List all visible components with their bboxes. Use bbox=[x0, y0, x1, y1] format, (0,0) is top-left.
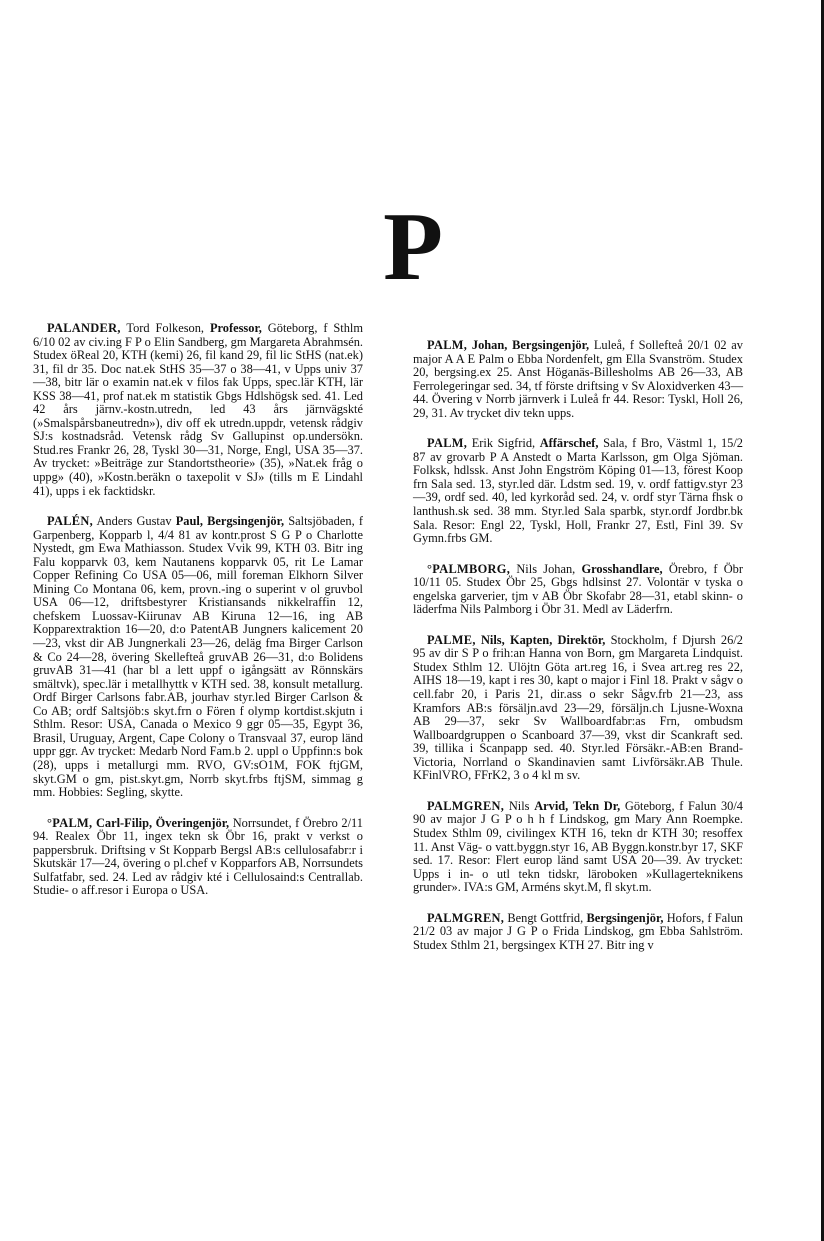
entry-body: Hofors, f Falun 21/2 03 av major J G P o Frida Lindskog, gm Ebba Sahlström. Studex Sthlm 21, bergsingex KTH 27. Bitr ing v bbox=[413, 910, 743, 952]
right-column bbox=[413, 339, 743, 969]
entry-given-names: Anders Gustav bbox=[96, 514, 172, 529]
entry-given-names: Erik Sigfrid, bbox=[471, 436, 536, 451]
entry-body: Örebro, f Öbr 10/11 05. Studex Öbr 25, Gbgs hdlsinst 27. Volontär v tyska o engelska garverier, tjm v AB Öbr Skofabr 28—31, etabl skinn- o läderfma Nils Palmborg i Öbr 31. Medl av Läderfrn. bbox=[413, 561, 743, 617]
left-column bbox=[33, 322, 363, 915]
entry-given-names: Tord Folkeson, bbox=[126, 321, 205, 335]
entry-palmborg bbox=[413, 563, 743, 617]
entry-given-names: Nils, bbox=[480, 632, 505, 647]
entry-title: Överingenjör, bbox=[155, 815, 230, 830]
entry-palm-johan bbox=[413, 339, 743, 420]
entry-body: Luleå, f Sollefteå 20/1 02 av major A A E Palm o Ebba Nordenfelt, gm Ella Svanström. Studex 20, bergsing.ex 25. Anst Höganäs-Billesholms AB 26—33, AB Ferrolegeringar sed. 34, tf förste driftsing v Sv Aloxidverken 43—44. Övering v Norrb järnverk i Luleå fr 44. Resor: Tyskl, Holl 26, 29, 31. Av trycket div tekn upps. bbox=[413, 338, 743, 420]
entry-palme bbox=[413, 634, 743, 783]
entry-surname: PALM, bbox=[427, 436, 468, 451]
entry-given-names: Johan, bbox=[471, 338, 508, 352]
entry-palander bbox=[33, 322, 363, 498]
section-letter: P bbox=[383, 193, 443, 301]
entry-title: Grosshandlare, bbox=[581, 561, 663, 576]
entry-given-names: Nils bbox=[508, 798, 530, 813]
entry-surname: PALANDER, bbox=[47, 321, 121, 335]
entry-palm-carl-filip bbox=[33, 817, 363, 898]
entry-body: Stockholm, f Djursh 26/2 95 av dir S P o frih:an Hanna von Born, gm Margareta Lindquist. Studex Sthlm 12. Ulöjtn Göta art.reg 16, i Svea art.reg res 22, AIHS 18—19, kapt i res 30, kapt o major i Finl 18. Prakt v sågv o cell.fabr 20, i Paris 21, dir.ass o sekr Sågv.frb 21—23, ass Kramfors AB:s försäljn.avd 23—29, försäljn.ch Ljusne-Woxna AB 29—37, sekr Sv Wallboardfabr:as Frn, ombudsm Wallboardgruppen o Scanboard 37—39, vkst dir Scankraft sed. 39, tillika i Scanpapp sed. 40. Styr.led Försäkr.-AB:en Brand-Victoria, Norrland o Skandinavien samt Livförsäkr.AB Thule. KFinlVRO, FFrK2, 3 o 4 kl m sv. bbox=[413, 632, 743, 783]
entry-given-names: Bengt Gottfrid, bbox=[507, 910, 584, 925]
entry-title: Bergsingenjör, bbox=[586, 910, 664, 925]
entry-surname: PALÉN, bbox=[47, 514, 93, 529]
entry-palmgren-bengt bbox=[413, 912, 743, 953]
entry-surname: PALMGREN, bbox=[427, 910, 505, 925]
entry-body: Göteborg, f Sthlm 6/10 02 av civ.ing F P o Elin Sandberg, gm Margareta Abrahmsén. Studex öReal 20, KTH (kemi) 26, fil kand 29, fil lic StHS (nat.ek) 31, fil dr 35. Doc nat.ek StHS 35—37 o 38—41, v Upps univ 37—38, bitr lär o examin nat.ek v filos fak Upps, spec.lär KTH, lär KSS 38—41, prof nat.ek m statistik Gbgs Hdlshögsk sed. 41. Led 42 års järnv.-kostn.utredn, led 43 års järnvägskté (»Smalspårsbaneutredn»), div off ek utredn.uppdr, vetensk rådgiv SJ:s kostnadsråd. Vetensk rådg Sv Gallupinst op.undersökn. Stud.res Frankr 26, 28, Tyskl 30—31, Norge, Engl, USA 35—37. Av trycket: »Beiträge zur Standortstheorie» (35), »Nat.ek fråg o uppg» (40), »Kostn.beräkn o taxepolit v SJ» (tills m E Lindahl 41), upps i ek facktidskr. bbox=[33, 321, 363, 498]
entry-title: Paul, Bergsingenjör, bbox=[175, 514, 285, 529]
entry-body: Göteborg, f Falun 30/4 90 av major J G P o h h f Lindskog, gm Mary Ann Roempke. Studex Sthlm 09, civilingex KTH 16, tekn dr KTH 30; resoffex 11. Anst Väg- o vatt.byggn.styr 16, AB Byggn.konstr.byr 17, SKF sed. 17. Resor: Flert europ länd samt USA 20—39. Av trycket: Upps i in- o utl tekn tidskr, läroboken »Kullagerteknikens grunder». IVA:s GM, Arméns skyt.M, fl skyt.m. bbox=[413, 798, 743, 895]
entry-title: Kapten, Direktör, bbox=[509, 632, 606, 647]
entry-body: Norrsundet, f Örebro 2/11 94. Realex Öbr 11, ingex tekn sk Öbr 16, prakt v verkst o pappersbruk. Driftsing v St Kopparb Bergsl AB:s cellulosafabr:r i Skutskär 17—24, övering o pl.chef v Kopparfors AB, Norrsundets Sulfatfabr, sed. 24. Led av rådgiv kté i Cellulosaind:s Centrallab. Studie- o aff.resor i Europa o USA. bbox=[33, 815, 363, 898]
entry-body: Sala, f Bro, Västml 1, 15/2 87 av grovarb P A Anstedt o Marta Karlsson, gm Olga Sjöman. Folksk, hdlssk. Anst John Engström Köping 01—13, förest Koop frn Sala sed. 13, styr.led där. Ldstm sed. 19, v. ordf fattigv.styr 23—39, ordf sed. 40, led kyrkoråd sed. 24, v. ordf styr Tärna fhsk o lanthush.sk sed. 38 mm. Styr.led Sala sparbk, styr.ordf Jordbr.bk Sala. Resor: Engl 22, Tyskl, Holl, Frankr 27, Estl, Finl 39. Sv Gymn.frbs GM. bbox=[413, 436, 743, 546]
entry-palen bbox=[33, 515, 363, 799]
entry-body: Saltsjöbaden, f Garpenberg, Kopparb l, 4/4 81 av kontr.prost S G P o Charlotte Nystedt, gm Ewa Mathiasson. Studex Vvik 99, KTH 03. Bitr ing Falu kopparvk 03, kem Nautanens kopparvk 05, rit Le Lamar Copper Refining Co USA 05—06, mill foreman Elkhorn Silver Mining Co Montana 06, kem, provn.-ing o superint v ol gruvbol USA 06—12, driftsbestyrer Kristiansands nikkelraffin 12, chefskem Luossav-Kiirunav AB Kiruna 12—16, ing AB Kopparextraktion 16—20, d:o PatentAB Jungners kalicement 20—23, vkst dir AB Jungnerkali 23—26, deläg fma Birger Carlson & Co 24—28, övering Skellefteå gruvAB 26—31, d:o Bolidens gruvAB 31—41 (har bl a lett uppf o igångsätt av Rönnskärs smältvk), spec.lär i metallhyttk v KTH sed. 38, konsult metallurg. Ordf Birger Carlsons fabr.AB, jourhav styr.led Birger Carlson & Co AB; ordf Saltsjöb:s skyt.frn o Fören f olymp kortdist.skjutn i Sthlm. Resor: USA, Canada o Mexico 9 ggr 05—35, Egypt 36, Brasil, Uruguay, Argent, Cape Colony o Transvaal 37, europ länd uppr ggr. Av trycket: Medarb Nord Fam.b 2. uppl o Uppfinn:s bok (28), upps i metallurgi mm. RVO, GV:sO1M, FOK ftjGM, skyt.GM o gm, pist.skyt.gm, Norrb skyt.frbs ftjSM, simmag g mm. Hobbies: Segling, skytte. bbox=[33, 514, 363, 800]
entry-title: Professor, bbox=[209, 321, 262, 335]
entry-title: Arvid, Tekn Dr, bbox=[534, 798, 621, 813]
entry-given-names: Carl-Filip, bbox=[95, 815, 153, 830]
entry-surname: °PALMBORG, bbox=[427, 561, 511, 576]
entry-title: Bergsingenjör, bbox=[512, 338, 590, 352]
entry-given-names: Nils Johan, bbox=[516, 561, 576, 576]
entry-surname: PALMGREN, bbox=[427, 798, 505, 813]
entry-surname: PALME, bbox=[427, 632, 476, 647]
entry-surname: PALM, bbox=[427, 338, 468, 352]
entry-palmgren-nils bbox=[413, 800, 743, 895]
entry-palm-erik bbox=[413, 437, 743, 545]
entry-surname: °PALM, bbox=[47, 815, 93, 830]
entry-title: Affärschef, bbox=[539, 436, 599, 451]
